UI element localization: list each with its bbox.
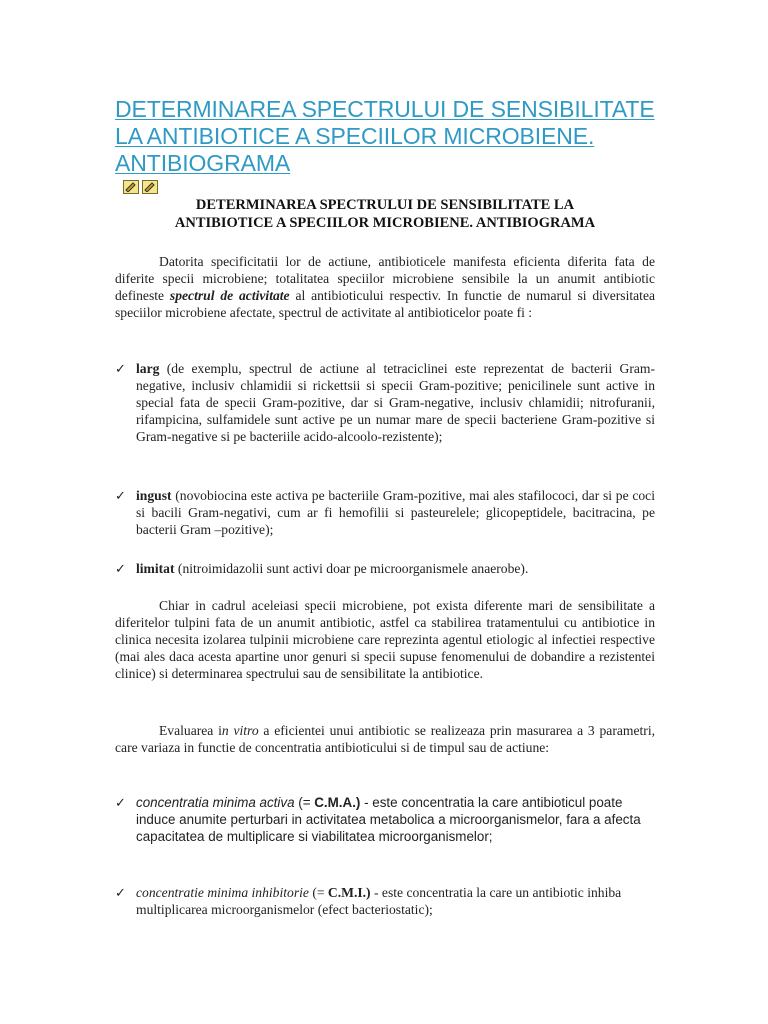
list-item-term: ingust (136, 488, 172, 503)
list-item-cmi (115, 884, 655, 918)
page-title[interactable]: DETERMINAREA SPECTRULUI DE SENSIBILITATE LA ANTIBIOTICE A SPECIILOR MICROBIENE. ANTIBIOGRAMA (115, 96, 655, 176)
list-item-body (136, 884, 655, 918)
checkmark-icon: ✓ (115, 795, 126, 810)
subtitle-line-1: DETERMINAREA SPECTRULUI DE SENSIBILITATE LA (195, 197, 575, 213)
list-item-body (136, 487, 655, 538)
parameter-term: concentratie minima inhibitorie (136, 885, 309, 900)
list-item-text: (de exemplu, spectrul de actiune al tetraciclinei este reprezentat de bacterii Gram-negative, inclusiv chlamidii si rickettsii si specii Gram-pozitive; penicilinele sunt active in special fata de specii Gram-pozitive, dar si Gram-negative, inclusiv chlamidii; nitrofuranii, rifampicina, sulfamidele sunt active pe un numar mare de specii bacteriene Gram-pozitive si Gram-negative si pe bacteriile acido-alcoolo-rezistente); (136, 361, 655, 444)
intro-text-after: al antibioticului respectiv. In functie de numarul si diversitatea speciilor microbiene afectate, spectrul de activitate al antibioticelor poate fi : (115, 288, 656, 320)
parameter-abbr: C.M.I.) (327, 885, 371, 900)
evaluation-emphasis: n vitro (221, 723, 259, 738)
list-item-term: limitat (136, 561, 175, 576)
checkmark-icon: ✓ (115, 488, 126, 503)
list-item-term: larg (136, 361, 160, 376)
intro-text-before: Datorita specificitatii lor de actiune, antibioticele manifesta eficienta diferita fata de diferite specii microbiene; totalitatea speciilor microbiene sensibile la un anumit antibiotic defineste (115, 254, 655, 303)
parameter-open: (= (294, 795, 315, 810)
evaluation-text-after: a eficientei unui antibiotic se realizeaza prin masurarea a 3 parametri, care variaza in functie de concentratia antibioticului si de timpul sau de actiune: (115, 723, 655, 755)
intro-emphasis: spectrul de activitate (169, 288, 290, 303)
pencil-edit-icon[interactable] (123, 180, 139, 194)
checkmark-icon: ✓ (115, 561, 126, 576)
subtitle-line-2: ANTIBIOTICE A SPECIILOR MICROBIENE. ANTIBIOGRAMA (174, 215, 596, 231)
intro-paragraph (115, 253, 655, 321)
evaluation-text-before: Evaluarea i (159, 723, 222, 738)
parameter-abbr: C.M.A.) (314, 795, 361, 810)
list-item-body (136, 560, 655, 577)
list-item-text: (nitroimidazolii sunt activi doar pe microorganismele anaerobe). (174, 561, 529, 576)
pencil-edit-icon[interactable] (142, 180, 158, 194)
list-item-ingust (115, 487, 655, 538)
parameter-text: - este concentratia la care antibioticul poate induce anumite perturbari in activitatea metabolica a microorganismelor, fara a afecta capacitatea de multiplicare si viabilitatea microorganismelor; (136, 795, 641, 844)
paragraph-sensitivity: Chiar in cadrul aceleiasi specii microbiene, pot exista diferente mari de sensibilitate a diferitelor tulpini fata de un anumit antibiotic, astfel ca stabilirea tratamentului cu antibiotice in clinica necesita izolarea tulpinii microbiene care reprezinta agentul etiologic al infectiei respective (mai ales daca acesta apartine unor genuri si specii supuse fenomenului de dobandire a rezistentei clinice) si determinarea spectrului sau de sensibilitate la antibiotice. (115, 598, 655, 681)
list-item-cma (115, 794, 655, 845)
parameter-open: (= (308, 885, 328, 900)
list-item-limitat (115, 560, 655, 577)
list-item-larg (115, 360, 655, 445)
parameter-text: - este concentratia la care un antibiotic inhiba multiplicarea microorganismelor (efect bacteriostatic); (136, 885, 622, 917)
list-item-body (136, 360, 655, 445)
document-subtitle (115, 196, 655, 232)
checkmark-icon: ✓ (115, 885, 126, 900)
paragraph-evaluation (115, 722, 655, 756)
list-item-text: (novobiocina este activa pe bacteriile Gram-pozitive, mai ales stafilococi, dar si pe coci si bacili Gram-negativi, cum ar fi hemofilii si pasteurelele; glicopeptidele, bacitracina, pe bacterii Gram –pozitive); (136, 488, 655, 537)
parameter-term: concentratia minima activa (136, 795, 295, 810)
list-item-body (136, 794, 655, 845)
title-icon-group (123, 180, 158, 194)
checkmark-icon: ✓ (115, 361, 126, 376)
